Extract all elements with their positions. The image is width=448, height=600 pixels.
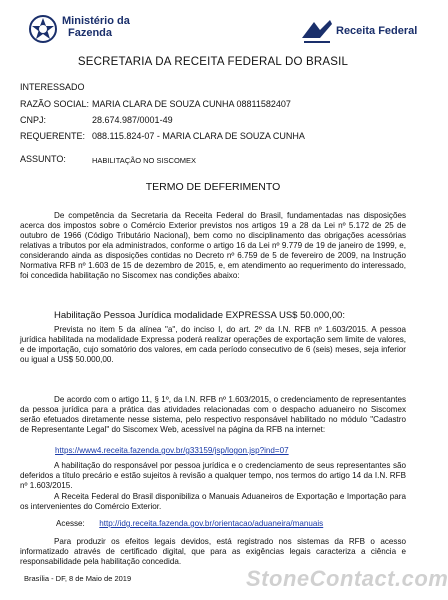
acesse-label: Acesse: (56, 519, 85, 528)
paragraph-prevista-text: Prevista no item 5 da alínea "a", do inciso I, do art. 2º da I.N. RFB nº 1.603/2015. A pessoa jurídica habilitada na modalidade Expressa poderá realizar operações de exportação sem limite de valores, e de importação, cujo somatório dos valores, em cada período consecutivo de 6 (seis) meses, seja inferior ou igual a US$ 50.000,00. (20, 325, 406, 364)
paragraph-efeitos-text: Para produzir os efeitos legais devidos, está registrado nos sistemas da RFB o acesso informatizado através de certificado digital, que para as exigências legais caracteriza a ciência e responsabilidade pela habilitação concedida. (20, 537, 406, 566)
siscomex-logon-link-row (55, 446, 289, 455)
cnpj-value: 28.674.987/0001-49 (92, 115, 173, 125)
razao-social-value: MARIA CLARA DE SOUZA CUNHA 08811582407 (92, 99, 291, 109)
paragraph-prevista (20, 325, 406, 365)
assunto-label: ASSUNTO: (20, 154, 66, 164)
paragraph-competencia-text: De competência da Secretaria da Receita Federal do Brasil, fundamentadas nas disposições acerca dos impostos sobre o Comércio Exterior previstos nos artigos 19 a 28 da Lei nº 5.172 de 25 de outubro de 1966 (Código Tributário Nacional), bem como no disciplinamento das obrigações acessórias relativas a tributos por ela administrados, conforme o artigo 16 da Lei nº 9.779 de 19 de janeiro de 1999, e, considerando ainda as disposições contidas no Decreto nº 6.759 de 5 de fevereiro de 2009, na Instrução Normativa RFB nº 1.603 de 15 de dezembro de 2015, e, em atendimento ao requerimento do interessado, foi concedida habilitação no Siscomex nas condições abaixo: (20, 211, 406, 280)
paragraph-efeitos (20, 537, 406, 567)
receita-label: Receita Federal (336, 25, 418, 37)
cnpj-label: CNPJ: (20, 115, 47, 125)
document-date: Brasília - DF, 8 de Maio de 2019 (24, 574, 132, 583)
manuais-link[interactable]: http://idg.receita.fazenda.gov.br/orientacao/aduaneira/manuais (99, 519, 324, 528)
modalidade-heading: Habilitação Pessoa Jurídica modalidade EXPRESSA US$ 50.000,00: (54, 310, 345, 321)
ministerio-fazenda-logo (28, 14, 138, 46)
paragraph-habilitacao-text: A habilitação do responsável por pessoa jurídica e o credenciamento de seus representantes são deferidos a título precário e estão sujeitos à revisão a qualquer tempo, nos termos do artigo 14 da I.N. RFB nº 1.603/2015. (20, 461, 406, 490)
razao-social-label: RAZÃO SOCIAL: (20, 99, 90, 109)
coat-of-arms-icon (28, 14, 58, 44)
interessado-heading: INTERESSADO (20, 82, 85, 92)
page-title: SECRETARIA DA RECEITA FEDERAL DO BRASIL (77, 56, 349, 68)
paragraph-acordo (20, 395, 406, 435)
paragraph-manuais (20, 492, 406, 512)
ministry-line2: Fazenda (68, 27, 113, 39)
watermark: StoneContact.com (246, 566, 448, 591)
paragraph-competencia (20, 211, 406, 281)
requerente-value: 088.115.824-07 - MARIA CLARA DE SOUZA CUNHA (92, 131, 305, 141)
assunto-value: HABILITAÇÃO NO SISCOMEX (92, 156, 197, 165)
requerente-label: REQUERENTE: (20, 131, 86, 141)
termo-title: TERMO DE DEFERIMENTO (145, 181, 281, 193)
siscomex-logon-link[interactable]: https://www4.receita.fazenda.gov.br/g33159/jsp/logon.jsp?ind=07 (55, 446, 289, 455)
paragraph-habilitacao (20, 461, 406, 491)
paragraph-manuais-text: A Receita Federal do Brasil disponibiliza o Manuais Aduaneiros de Exportação e Importação para os intervenientes do Comércio Exterior. (20, 492, 406, 511)
acesse-row (56, 519, 323, 528)
receita-federal-logo (300, 18, 418, 44)
receita-federal-icon (300, 18, 334, 44)
ministry-line1: Ministério da (62, 15, 130, 27)
paragraph-acordo-text: De acordo com o artigo 11, § 1º, da I.N. RFB nº 1.603/2015, o credenciamento de representantes da pessoa jurídica para a prática das atividades relacionadas com o despacho aduaneiro no Siscomex serão efetuados diretamente nesse sistema, pelo respectivo responsável habilitado no módulo "Cadastro de Representante Legal" do Siscomex Web, acessível na página da RFB na internet: (20, 395, 406, 434)
